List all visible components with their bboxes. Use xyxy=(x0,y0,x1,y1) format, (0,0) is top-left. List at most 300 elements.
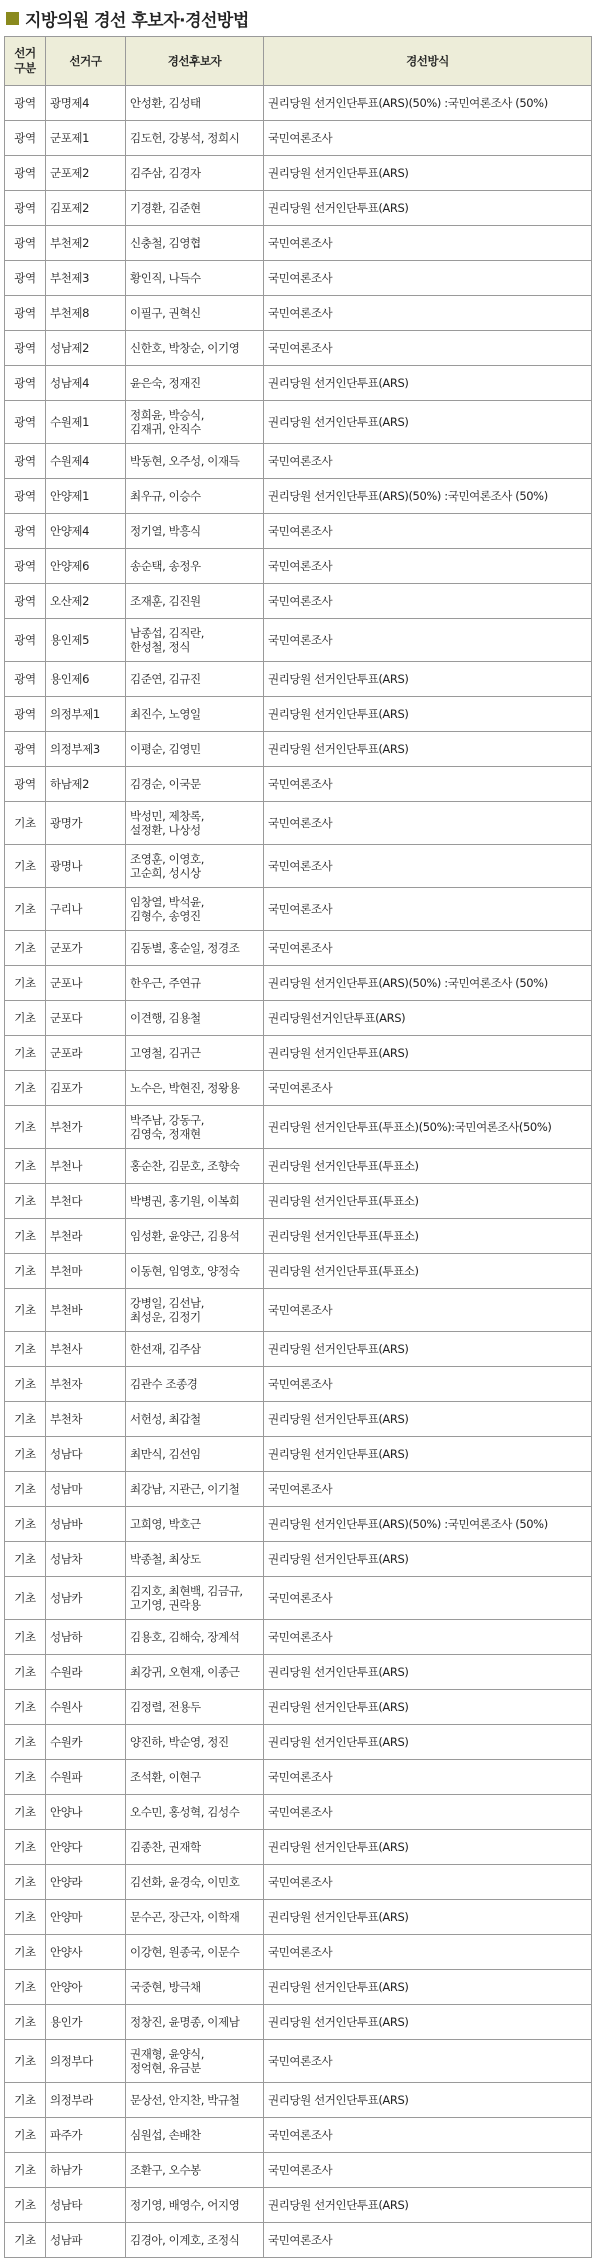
candidates-cell: 임성환, 윤양근, 김용석 xyxy=(126,1219,264,1254)
district-cell: 안양라 xyxy=(46,1865,126,1900)
method-cell: 국민여론조사 xyxy=(264,1472,592,1507)
district-cell: 안양제6 xyxy=(46,549,126,584)
election-type-cell: 광역 xyxy=(5,662,46,697)
method-cell: 권리당원 선거인단투표(ARS) xyxy=(264,1970,592,2005)
table-row xyxy=(5,2005,592,2040)
district-cell: 성남하 xyxy=(46,1620,126,1655)
district-cell: 의정부제3 xyxy=(46,732,126,767)
election-type-cell: 광역 xyxy=(5,86,46,121)
election-type-cell: 기초 xyxy=(5,1900,46,1935)
method-cell: 권리당원 선거인단투표(ARS) xyxy=(264,1655,592,1690)
header-election-type xyxy=(5,37,46,86)
table-row xyxy=(5,2040,592,2083)
candidates-cell: 문상선, 안지찬, 박규철 xyxy=(126,2083,264,2118)
candidates-cell: 문수곤, 장근자, 이학재 xyxy=(126,1900,264,1935)
table-row xyxy=(5,191,592,226)
district-cell: 용인제6 xyxy=(46,662,126,697)
district-cell: 광명나 xyxy=(46,845,126,888)
candidates-cell: 안성환, 김성태 xyxy=(126,86,264,121)
table-row xyxy=(5,331,592,366)
candidates-cell: 박동현, 오주성, 이재득 xyxy=(126,444,264,479)
method-cell: 권리당원 선거인단투표(ARS) xyxy=(264,1690,592,1725)
district-cell: 수원카 xyxy=(46,1725,126,1760)
election-type-cell: 기초 xyxy=(5,888,46,931)
election-type-cell: 광역 xyxy=(5,156,46,191)
header-district: 선거구 xyxy=(46,37,126,86)
method-cell: 국민여론조사 xyxy=(264,2153,592,2188)
method-cell: 국민여론조사 xyxy=(264,331,592,366)
district-cell: 하남제2 xyxy=(46,767,126,802)
candidates-cell: 오수민, 홍성혁, 김성수 xyxy=(126,1795,264,1830)
candidates-cell: 홍순찬, 김문호, 조향숙 xyxy=(126,1149,264,1184)
table-row xyxy=(5,1367,592,1402)
district-cell: 안양다 xyxy=(46,1830,126,1865)
candidates-cell: 최우규, 이승수 xyxy=(126,479,264,514)
table-row xyxy=(5,2223,592,2258)
candidates-cell: 노수은, 박현진, 정왕용 xyxy=(126,1071,264,1106)
election-type-cell: 기초 xyxy=(5,1254,46,1289)
district-cell: 의정부라 xyxy=(46,2083,126,2118)
method-cell: 권리당원 선거인단투표(ARS) xyxy=(264,1830,592,1865)
table-row xyxy=(5,619,592,662)
election-type-cell: 기초 xyxy=(5,1472,46,1507)
title-bar xyxy=(0,0,600,36)
election-type-cell: 광역 xyxy=(5,331,46,366)
method-cell: 권리당원 선거인단투표(ARS) xyxy=(264,662,592,697)
method-cell: 국민여론조사 xyxy=(264,1760,592,1795)
table-row xyxy=(5,1106,592,1149)
election-type-cell: 기초 xyxy=(5,802,46,845)
district-cell: 군포다 xyxy=(46,1001,126,1036)
election-type-cell: 광역 xyxy=(5,296,46,331)
election-type-cell: 기초 xyxy=(5,1542,46,1577)
district-cell: 수원파 xyxy=(46,1760,126,1795)
district-cell: 광명제4 xyxy=(46,86,126,121)
method-cell: 권리당원 선거인단투표(투표소) xyxy=(264,1149,592,1184)
method-cell: 국민여론조사 xyxy=(264,888,592,931)
table-row xyxy=(5,1071,592,1106)
election-type-cell: 광역 xyxy=(5,479,46,514)
election-type-cell: 기초 xyxy=(5,1865,46,1900)
method-cell: 권리당원 선거인단투표(ARS) xyxy=(264,1332,592,1367)
election-type-cell: 기초 xyxy=(5,1935,46,1970)
table-row xyxy=(5,2083,592,2118)
candidates-cell: 윤은숙, 정재진 xyxy=(126,366,264,401)
district-cell: 성남제4 xyxy=(46,366,126,401)
district-cell: 성남파 xyxy=(46,2223,126,2258)
method-cell: 권리당원 선거인단투표(ARS) xyxy=(264,1437,592,1472)
election-type-cell: 기초 xyxy=(5,1036,46,1071)
district-cell: 용인가 xyxy=(46,2005,126,2040)
election-type-cell: 광역 xyxy=(5,401,46,444)
method-cell: 국민여론조사 xyxy=(264,1071,592,1106)
method-cell: 권리당원 선거인단투표(투표소) xyxy=(264,1254,592,1289)
district-cell: 부천사 xyxy=(46,1332,126,1367)
candidates-table xyxy=(4,36,592,2258)
election-type-cell: 기초 xyxy=(5,1620,46,1655)
candidates-cell: 김도헌, 강봉석, 정희시 xyxy=(126,121,264,156)
election-type-cell: 기초 xyxy=(5,1106,46,1149)
election-type-cell: 기초 xyxy=(5,1725,46,1760)
candidates-cell: 김동별, 홍순일, 정경조 xyxy=(126,931,264,966)
table-row xyxy=(5,1725,592,1760)
election-type-cell: 광역 xyxy=(5,366,46,401)
table-row xyxy=(5,1219,592,1254)
method-cell: 국민여론조사 xyxy=(264,584,592,619)
candidates-cell: 정기영, 배영수, 어지영 xyxy=(126,2188,264,2223)
method-cell: 권리당원 선거인단투표(ARS)(50%) :국민여론조사 (50%) xyxy=(264,966,592,1001)
district-cell: 김포가 xyxy=(46,1071,126,1106)
candidates-cell: 심원섭, 손배찬 xyxy=(126,2118,264,2153)
district-cell: 부천바 xyxy=(46,1289,126,1332)
method-cell: 권리당원 선거인단투표(투표소) xyxy=(264,1219,592,1254)
table-row xyxy=(5,1620,592,1655)
district-cell: 부천자 xyxy=(46,1367,126,1402)
table-row xyxy=(5,1001,592,1036)
candidates-cell: 김선화, 윤경숙, 이민호 xyxy=(126,1865,264,1900)
district-cell: 성남제2 xyxy=(46,331,126,366)
candidates-cell: 조석환, 이현구 xyxy=(126,1760,264,1795)
candidates-cell: 정희윤, 박승식, 김재귀, 안직수 xyxy=(126,401,264,444)
candidates-cell: 한우근, 주연규 xyxy=(126,966,264,1001)
district-cell: 부천마 xyxy=(46,1254,126,1289)
candidates-cell: 김준연, 김규진 xyxy=(126,662,264,697)
method-cell: 권리당원 선거인단투표(ARS)(50%) :국민여론조사 (50%) xyxy=(264,1507,592,1542)
district-cell: 안양마 xyxy=(46,1900,126,1935)
table-row xyxy=(5,1900,592,1935)
district-cell: 부천제3 xyxy=(46,261,126,296)
election-type-cell: 광역 xyxy=(5,767,46,802)
method-cell: 권리당원 선거인단투표(투표소) xyxy=(264,1184,592,1219)
candidates-cell: 조재훈, 김진원 xyxy=(126,584,264,619)
candidates-cell: 남종섭, 김직란, 한성철, 정식 xyxy=(126,619,264,662)
table-row xyxy=(5,1542,592,1577)
election-type-cell: 기초 xyxy=(5,2005,46,2040)
method-cell: 권리당원 선거인단투표(ARS) xyxy=(264,2083,592,2118)
table-row xyxy=(5,1507,592,1542)
table-row xyxy=(5,444,592,479)
district-cell: 구리나 xyxy=(46,888,126,931)
table-row xyxy=(5,2153,592,2188)
election-type-cell: 광역 xyxy=(5,697,46,732)
candidates-cell: 임창열, 박석윤, 김형수, 송영진 xyxy=(126,888,264,931)
candidates-cell: 송순택, 송정우 xyxy=(126,549,264,584)
candidates-cell: 황인직, 나득수 xyxy=(126,261,264,296)
district-cell: 군포제2 xyxy=(46,156,126,191)
candidates-cell: 양진하, 박순영, 정진 xyxy=(126,1725,264,1760)
district-cell: 안양사 xyxy=(46,1935,126,1970)
candidates-cell: 기경환, 김준현 xyxy=(126,191,264,226)
district-cell: 군포제1 xyxy=(46,121,126,156)
election-type-cell: 기초 xyxy=(5,1149,46,1184)
method-cell: 권리당원 선거인단투표(ARS) xyxy=(264,1402,592,1437)
election-type-cell: 기초 xyxy=(5,1760,46,1795)
table-row xyxy=(5,1760,592,1795)
method-cell: 권리당원 선거인단투표(ARS) xyxy=(264,1725,592,1760)
table-row xyxy=(5,888,592,931)
district-cell: 파주가 xyxy=(46,2118,126,2153)
method-cell: 국민여론조사 xyxy=(264,1289,592,1332)
candidates-cell: 서헌성, 최갑철 xyxy=(126,1402,264,1437)
election-type-cell: 기초 xyxy=(5,1184,46,1219)
candidates-cell: 김주삼, 김경자 xyxy=(126,156,264,191)
table-row xyxy=(5,931,592,966)
election-type-cell: 기초 xyxy=(5,2223,46,2258)
district-cell: 성남마 xyxy=(46,1472,126,1507)
table-row xyxy=(5,1795,592,1830)
table-row xyxy=(5,1655,592,1690)
election-type-cell: 광역 xyxy=(5,121,46,156)
header-method: 경선방식 xyxy=(264,37,592,86)
table-row xyxy=(5,1865,592,1900)
district-cell: 성남타 xyxy=(46,2188,126,2223)
district-cell: 성남차 xyxy=(46,1542,126,1577)
table-row xyxy=(5,1437,592,1472)
district-cell: 안양제4 xyxy=(46,514,126,549)
candidates-cell: 강병일, 김선남, 최성운, 김정기 xyxy=(126,1289,264,1332)
candidates-cell: 정기열, 박흥식 xyxy=(126,514,264,549)
method-cell: 권리당원 선거인단투표(ARS) xyxy=(264,2005,592,2040)
election-type-cell: 기초 xyxy=(5,1289,46,1332)
candidates-cell: 이필구, 권혁신 xyxy=(126,296,264,331)
district-cell: 부천나 xyxy=(46,1149,126,1184)
method-cell: 국민여론조사 xyxy=(264,226,592,261)
method-cell: 국민여론조사 xyxy=(264,1577,592,1620)
candidates-cell: 이평순, 김영민 xyxy=(126,732,264,767)
method-cell: 국민여론조사 xyxy=(264,1935,592,1970)
candidates-cell: 김지호, 최현백, 김금규, 고기영, 권락용 xyxy=(126,1577,264,1620)
table-row xyxy=(5,261,592,296)
table-row xyxy=(5,366,592,401)
table-row xyxy=(5,479,592,514)
district-cell: 안양제1 xyxy=(46,479,126,514)
method-cell: 권리당원선거인단투표(ARS) xyxy=(264,1001,592,1036)
district-cell: 부천라 xyxy=(46,1219,126,1254)
candidates-cell: 조영훈, 이영호, 고순희, 성시상 xyxy=(126,845,264,888)
header-candidates: 경선후보자 xyxy=(126,37,264,86)
method-cell: 권리당원 선거인단투표(ARS) xyxy=(264,1900,592,1935)
table-header-row xyxy=(5,37,592,86)
table-row xyxy=(5,156,592,191)
election-type-cell: 기초 xyxy=(5,2083,46,2118)
election-type-cell: 기초 xyxy=(5,1367,46,1402)
candidates-cell: 이강현, 원종국, 이문수 xyxy=(126,1935,264,1970)
district-cell: 의정부다 xyxy=(46,2040,126,2083)
table-row xyxy=(5,584,592,619)
district-cell: 광명가 xyxy=(46,802,126,845)
candidates-cell: 박주남, 강동구, 김영숙, 정재현 xyxy=(126,1106,264,1149)
candidates-cell: 신한호, 박창순, 이기영 xyxy=(126,331,264,366)
table-row xyxy=(5,1970,592,2005)
election-type-cell: 기초 xyxy=(5,1830,46,1865)
district-cell: 수원사 xyxy=(46,1690,126,1725)
table-row xyxy=(5,697,592,732)
header-election-type-label: 선거 구분 xyxy=(14,46,36,75)
table-row xyxy=(5,1830,592,1865)
election-type-cell: 기초 xyxy=(5,2118,46,2153)
district-cell: 부천다 xyxy=(46,1184,126,1219)
district-cell: 부천제8 xyxy=(46,296,126,331)
candidates-cell: 최강남, 지관근, 이기철 xyxy=(126,1472,264,1507)
table-row xyxy=(5,966,592,1001)
table-row xyxy=(5,1149,592,1184)
method-cell: 국민여론조사 xyxy=(264,121,592,156)
method-cell: 국민여론조사 xyxy=(264,802,592,845)
election-type-cell: 기초 xyxy=(5,1001,46,1036)
candidates-cell: 김관수 조종경 xyxy=(126,1367,264,1402)
candidates-cell: 이견행, 김용철 xyxy=(126,1001,264,1036)
candidates-cell: 박종철, 최상도 xyxy=(126,1542,264,1577)
method-cell: 권리당원 선거인단투표(ARS) xyxy=(264,366,592,401)
method-cell: 국민여론조사 xyxy=(264,296,592,331)
election-type-cell: 기초 xyxy=(5,966,46,1001)
table-row xyxy=(5,296,592,331)
candidates-cell: 김정렬, 전용두 xyxy=(126,1690,264,1725)
district-cell: 부천가 xyxy=(46,1106,126,1149)
table-row xyxy=(5,1036,592,1071)
district-cell: 의정부제1 xyxy=(46,697,126,732)
election-type-cell: 기초 xyxy=(5,2188,46,2223)
district-cell: 부천제2 xyxy=(46,226,126,261)
table-row xyxy=(5,1289,592,1332)
method-cell: 국민여론조사 xyxy=(264,2223,592,2258)
election-type-cell: 기초 xyxy=(5,2153,46,2188)
table-row xyxy=(5,121,592,156)
candidates-cell: 박성민, 제창록, 설정환, 나상성 xyxy=(126,802,264,845)
election-type-cell: 광역 xyxy=(5,191,46,226)
election-type-cell: 기초 xyxy=(5,1402,46,1437)
election-type-cell: 기초 xyxy=(5,1970,46,2005)
candidates-cell: 김경아, 이계호, 조정식 xyxy=(126,2223,264,2258)
district-cell: 안양아 xyxy=(46,1970,126,2005)
table-row xyxy=(5,767,592,802)
table-row xyxy=(5,1402,592,1437)
district-cell: 성남다 xyxy=(46,1437,126,1472)
district-cell: 군포가 xyxy=(46,931,126,966)
candidates-cell: 국중현, 방극채 xyxy=(126,1970,264,2005)
election-type-cell: 기초 xyxy=(5,1795,46,1830)
table-row xyxy=(5,1254,592,1289)
district-cell: 군포나 xyxy=(46,966,126,1001)
method-cell: 권리당원 선거인단투표(ARS)(50%) :국민여론조사 (50%) xyxy=(264,479,592,514)
method-cell: 국민여론조사 xyxy=(264,619,592,662)
method-cell: 국민여론조사 xyxy=(264,2040,592,2083)
election-type-cell: 기초 xyxy=(5,931,46,966)
candidates-cell: 김용호, 김해숙, 장계석 xyxy=(126,1620,264,1655)
election-type-cell: 기초 xyxy=(5,1577,46,1620)
election-type-cell: 기초 xyxy=(5,1332,46,1367)
election-type-cell: 광역 xyxy=(5,549,46,584)
method-cell: 권리당원 선거인단투표(ARS) xyxy=(264,697,592,732)
method-cell: 국민여론조사 xyxy=(264,767,592,802)
table-row xyxy=(5,1935,592,1970)
method-cell: 국민여론조사 xyxy=(264,514,592,549)
district-cell: 부천차 xyxy=(46,1402,126,1437)
election-type-cell: 광역 xyxy=(5,619,46,662)
candidates-cell: 최강귀, 오현재, 이종근 xyxy=(126,1655,264,1690)
method-cell: 국민여론조사 xyxy=(264,1620,592,1655)
election-type-cell: 기초 xyxy=(5,1219,46,1254)
table-row xyxy=(5,1472,592,1507)
district-cell: 오산제2 xyxy=(46,584,126,619)
election-type-cell: 기초 xyxy=(5,1690,46,1725)
candidates-cell: 최진수, 노영일 xyxy=(126,697,264,732)
method-cell: 권리당원 선거인단투표(ARS)(50%) :국민여론조사 (50%) xyxy=(264,86,592,121)
method-cell: 권리당원 선거인단투표(ARS) xyxy=(264,1036,592,1071)
page-title: 지방의원 경선 후보자·경선방법 xyxy=(25,10,249,31)
election-type-cell: 광역 xyxy=(5,261,46,296)
election-type-cell: 광역 xyxy=(5,584,46,619)
district-cell: 하남가 xyxy=(46,2153,126,2188)
table-row xyxy=(5,1332,592,1367)
method-cell: 국민여론조사 xyxy=(264,2118,592,2153)
table-row xyxy=(5,86,592,121)
district-cell: 성남카 xyxy=(46,1577,126,1620)
election-type-cell: 기초 xyxy=(5,2040,46,2083)
candidates-cell: 신충철, 김영협 xyxy=(126,226,264,261)
method-cell: 국민여론조사 xyxy=(264,261,592,296)
candidates-cell: 조환구, 오수봉 xyxy=(126,2153,264,2188)
table-row xyxy=(5,1184,592,1219)
candidates-cell: 권재형, 윤양식, 정억현, 유금분 xyxy=(126,2040,264,2083)
election-type-cell: 기초 xyxy=(5,845,46,888)
district-cell: 안양나 xyxy=(46,1795,126,1830)
election-type-cell: 기초 xyxy=(5,1655,46,1690)
method-cell: 권리당원 선거인단투표(ARS) xyxy=(264,191,592,226)
election-type-cell: 광역 xyxy=(5,444,46,479)
method-cell: 국민여론조사 xyxy=(264,931,592,966)
method-cell: 국민여론조사 xyxy=(264,444,592,479)
district-cell: 성남바 xyxy=(46,1507,126,1542)
candidates-cell: 고희영, 박호근 xyxy=(126,1507,264,1542)
method-cell: 국민여론조사 xyxy=(264,1367,592,1402)
election-type-cell: 기초 xyxy=(5,1437,46,1472)
table-row xyxy=(5,226,592,261)
method-cell: 권리당원 선거인단투표(ARS) xyxy=(264,401,592,444)
table-row xyxy=(5,1577,592,1620)
district-cell: 수원라 xyxy=(46,1655,126,1690)
district-cell: 수원제1 xyxy=(46,401,126,444)
candidates-cell: 박병권, 홍기원, 이복희 xyxy=(126,1184,264,1219)
method-cell: 국민여론조사 xyxy=(264,845,592,888)
method-cell: 권리당원 선거인단투표(ARS) xyxy=(264,1542,592,1577)
table-row xyxy=(5,732,592,767)
candidates-cell: 김경순, 이국문 xyxy=(126,767,264,802)
election-type-cell: 광역 xyxy=(5,732,46,767)
candidates-cell: 이동현, 임영호, 양정숙 xyxy=(126,1254,264,1289)
method-cell: 국민여론조사 xyxy=(264,1865,592,1900)
table-row xyxy=(5,802,592,845)
candidates-cell: 정창진, 윤명종, 이제남 xyxy=(126,2005,264,2040)
method-cell: 권리당원 선거인단투표(ARS) xyxy=(264,2188,592,2223)
table-row xyxy=(5,549,592,584)
candidates-cell: 한선재, 김주삼 xyxy=(126,1332,264,1367)
table-row xyxy=(5,401,592,444)
candidates-cell: 김종찬, 권재학 xyxy=(126,1830,264,1865)
district-cell: 김포제2 xyxy=(46,191,126,226)
candidates-cell: 최만식, 김선임 xyxy=(126,1437,264,1472)
table-body xyxy=(5,86,592,2258)
table-row xyxy=(5,1690,592,1725)
election-type-cell: 기초 xyxy=(5,1071,46,1106)
method-cell: 국민여론조사 xyxy=(264,549,592,584)
method-cell: 권리당원 선거인단투표(ARS) xyxy=(264,732,592,767)
table-row xyxy=(5,845,592,888)
election-type-cell: 광역 xyxy=(5,226,46,261)
election-type-cell: 광역 xyxy=(5,514,46,549)
method-cell: 국민여론조사 xyxy=(264,1795,592,1830)
method-cell: 권리당원 선거인단투표(ARS) xyxy=(264,156,592,191)
